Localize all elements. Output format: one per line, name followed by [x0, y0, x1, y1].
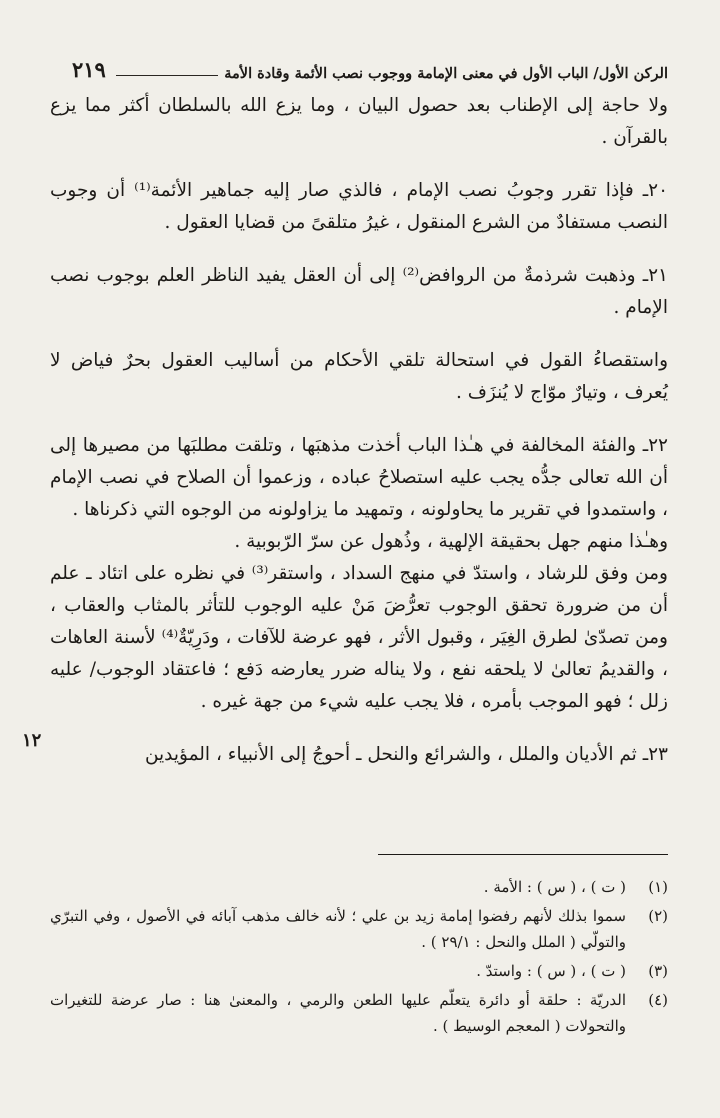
paragraph-21-continued: واستقصاءُ القول في استحالة تلقي الأحكام من أساليب العقول بحرٌ فياض لا يُعرف ، وتيارٌ موّاج لا يُنزَف . [50, 350, 668, 403]
footnote-number: (٣) [648, 962, 668, 980]
page-number: ٢١٩ [72, 57, 106, 82]
footnote-number: (٤) [648, 991, 668, 1009]
footnote-text: سموا بذلك لأنهم رفضوا إمامة زيد بن علي ؛ لأنه خالف مذهب آبائه في الأصول ، وفي التبرّي والتولّي ( الملل والنحل : ٢٩/١ ) . [50, 907, 626, 951]
running-header [72, 46, 668, 82]
footnote-separator [378, 854, 668, 855]
footnote [50, 874, 668, 900]
footnotes [50, 874, 668, 1042]
footnote-text: الدريّة : حلقة أو دائرة يتعلّم عليها الطعن والرمي ، والمعنىٰ هنا : صار عرضة للتغيرات والتحولات ( المعجم الوسيط ) . [50, 991, 626, 1035]
paragraph-1: ولا حاجة إلى الإطناب بعد حصول البيان ، وما يزع الله بالسلطان أكثر مما يزع بالقرآن . [50, 95, 668, 148]
footnote-text: ( ت ) ، ( س ) : الأمة . [483, 878, 626, 896]
paragraph-20: ٢٠ـ فإذا تقرر وجوبُ نصب الإمام ، فالذي صار إليه جماهير الأئمة⁽¹⁾ أن وجوب النصب مستفادٌ من الشرع المنقول ، غيرُ متلقىً من قضايا العقول . [50, 180, 669, 233]
footnote-text: ( ت ) ، ( س ) : واستدّ . [476, 962, 626, 980]
margin-manuscript-number: ١٢ [22, 730, 42, 751]
footnote [50, 903, 668, 955]
footnote [50, 987, 668, 1039]
paragraph-23: ٢٣ـ ثم الأديان والملل ، والشرائع والنحل ـ أحوجُ إلى الأنبياء ، المؤيدين [144, 744, 668, 765]
footnote-number: (٢) [648, 907, 668, 925]
footnote [50, 958, 668, 984]
main-text [50, 90, 668, 771]
running-header-title: الركن الأول/ الباب الأول في معنى الإمامة ووجوب نصب الأئمة وقادة الأمة [224, 65, 668, 82]
paragraph-22: ٢٢ـ والفئة المخالفة في هـٰذا الباب أخذت مذهبَها ، وتلقت مطلبَها من مصيرها إلى أن الله تعالى جدُّه يجب عليه استصلاحُ عباده ، وزعموا أن الصلاح في نصب الإمام ، واستمدوا في تقرير ما يحاولونه ، وتمهيد ما يزاولونه من الوجوه التي ذكرناها . [50, 435, 668, 520]
paragraph-22-argument: ومن وفق للرشاد ، واستدّ في منهج السداد ، واستقر⁽³⁾ في نظره على اتئاد ـ علم أن من ضرورة تحقق الوجوب تعرُّضَ مَنْ عليه الوجوب للتأثر بالمثاب والعقاب ، ومن تصدّىٰ لطرق الغِيَر ، وقبول الأثر ، فهو عرضة للآفات ، ودَرِيّةٌ⁽⁴⁾ لأسنة العاهات ، والقديمُ تعالىٰ لا يلحقه نفع ، ولا يناله ضرر يعارضه دَفع ؛ فاعتقاد الوجوب/ عليه زلل ؛ فهو الموجب بأمره ، فلا يجب عليه شيء من جهة غيره . [50, 563, 668, 712]
footnote-number: (١) [648, 878, 668, 896]
paragraph-21: ٢١ـ وذهبت شرذمةٌ من الروافض⁽²⁾ إلى أن العقل يفيد الناظر العلم بوجوب نصب الإمام . [50, 265, 668, 318]
paragraph-22-continued: وهـٰذا منهم جهل بحقيقة الإلهية ، وذُهول عن سرّ الرّبوبية . [234, 531, 668, 552]
header-rule [116, 75, 218, 76]
